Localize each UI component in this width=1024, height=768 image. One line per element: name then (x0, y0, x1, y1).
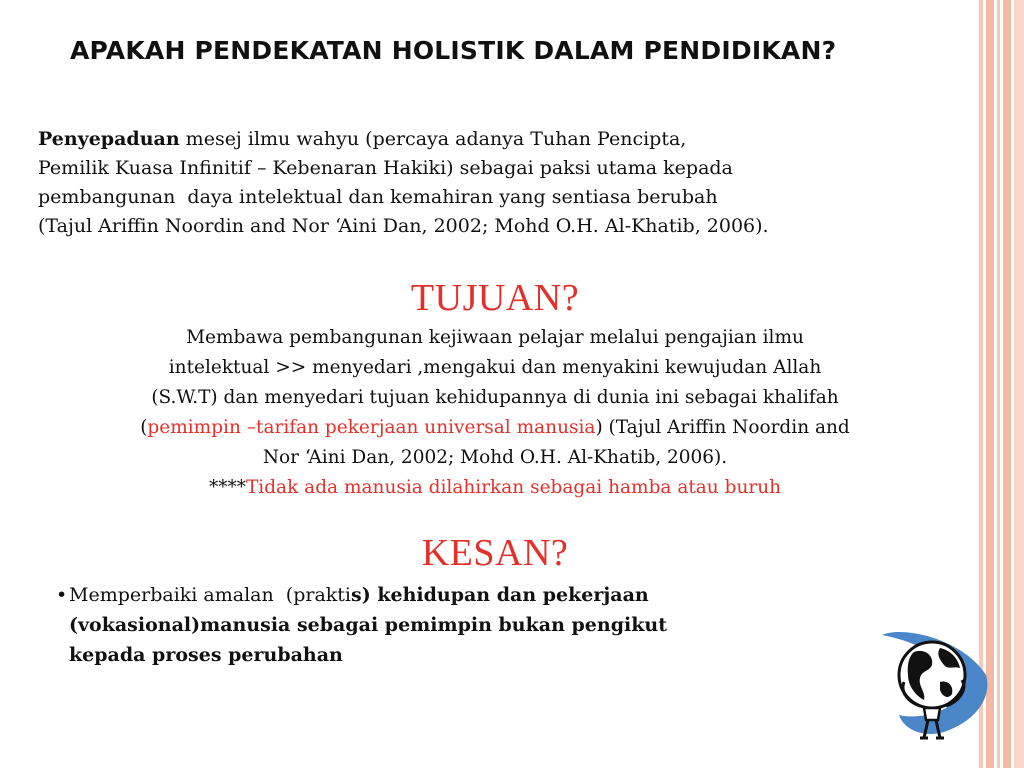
tujuan-line-1: Membawa pembangunan kejiwaan pelajar melalui pengajian ilmu (186, 327, 804, 348)
tujuan-note-stars: **** (208, 477, 246, 498)
tujuan-line-3: (S.W.T) dan menyedari tujuan kehidupannya di dunia ini sebagai khalifah (151, 387, 839, 408)
tujuan-note (20, 473, 970, 503)
intro-line-1-text: mesej ilmu wahyu (percaya adanya Tuhan Pencipta, (179, 128, 687, 150)
bullet-icon: • (56, 584, 68, 606)
tujuan-line-4-open: ( (140, 417, 148, 438)
bullet-line-3 (69, 640, 856, 670)
bullet-bold-text-3: kepada proses perubahan (69, 644, 343, 666)
tujuan-line-2: intelektual >> menyedari ,mengakui dan menyakini kewujudan Allah (168, 357, 822, 378)
intro-paragraph (38, 125, 958, 241)
bullet-line-1 (69, 580, 856, 610)
bullet-bold-text-1: s) kehidupan dan pekerjaan (351, 584, 649, 606)
globe-person-icon (874, 620, 994, 745)
kesan-bullet-list (56, 580, 856, 670)
decorative-stripe (1003, 0, 1011, 768)
bullet-line-2 (69, 610, 856, 640)
intro-line-2: Pemilik Kuasa Infinitif – Kebenaran Hakiki) sebagai paksi utama kepada (38, 157, 733, 179)
tujuan-line-4 (20, 413, 970, 443)
tujuan-line-4-rest: ) (Tajul Ariffin Noordin and (595, 417, 850, 438)
tujuan-line-5: Nor ‘Aini Dan, 2002; Mohd O.H. Al-Khatib, 2006). (262, 447, 728, 468)
decorative-stripe (1014, 0, 1024, 768)
bullet-bold-text-2: (vokasional)manusia sebagai pemimpin bukan pengikut (69, 614, 667, 636)
slide-title: APAKAH PENDEKATAN HOLISTIK DALAM PENDIDIKAN? (70, 36, 837, 65)
kesan-heading: KESAN? (421, 532, 569, 574)
tujuan-heading: TUJUAN? (410, 277, 580, 319)
tujuan-note-text: Tidak ada manusia dilahirkan sebagai hamba atau buruh (245, 477, 782, 498)
intro-line-1 (38, 125, 958, 154)
list-item (56, 580, 856, 670)
tujuan-highlight: pemimpin –tarifan pekerjaan universal manusia (147, 417, 596, 438)
intro-line-3: pembangunan daya intelektual dan kemahiran yang sentiasa berubah (38, 186, 718, 208)
decorative-stripe (997, 0, 1000, 768)
tujuan-paragraph (20, 323, 970, 503)
intro-line-4: (Tajul Ariffin Noordin and Nor ‘Aini Dan, 2002; Mohd O.H. Al-Khatib, 2006). (38, 215, 769, 237)
intro-bold-term: Penyepaduan (38, 128, 180, 150)
bullet-plain-text: Memperbaiki amalan (prakti (69, 584, 352, 606)
